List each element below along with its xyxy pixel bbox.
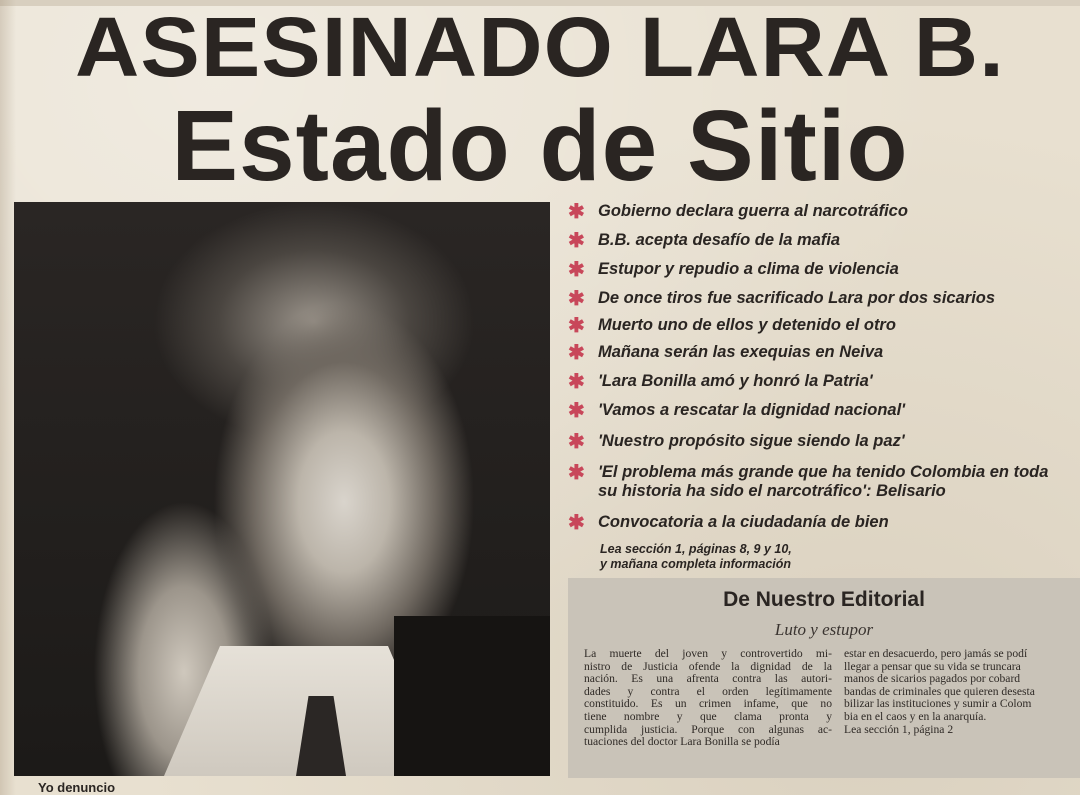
asterisk-bullet-icon: ✱ (568, 342, 585, 364)
asterisk-bullet-icon: ✱ (568, 288, 585, 310)
bullet-text: 'El problema más grande que ha tenido Colombia en toda su historia ha sido el narcotráfico': Belisario (598, 463, 1049, 500)
headline-secondary: Estado de Sitio (171, 90, 909, 202)
editorial-line: La muerte del joven y controvertido mi- (584, 647, 832, 660)
asterisk-bullet-icon: ✱ (568, 400, 585, 422)
bullet-item (566, 463, 1066, 501)
bullet-text: B.B. acepta desafío de la mafia (598, 231, 841, 249)
footer-column-title: Yo denuncio (38, 780, 116, 795)
bullet-text: 'Nuestro propósito sigue siendo la paz' (598, 432, 905, 450)
editorial-heading: De Nuestro Editorial (723, 588, 925, 611)
bullet-item (566, 231, 1066, 250)
bullet-item (566, 432, 1066, 451)
bullet-item (566, 260, 1066, 279)
reference-note-line: Lea sección 1, páginas 8, 9 y 10, (600, 542, 792, 556)
headline-main: ASESINADO LARA B. (75, 0, 1005, 94)
asterisk-bullet-icon: ✱ (568, 259, 585, 281)
editorial-line: estar en desacuerdo, pero jamás se podí (844, 648, 1028, 660)
portrait-photo (14, 202, 550, 776)
asterisk-bullet-icon: ✱ (568, 230, 585, 252)
editorial-line: bandas de criminales que quieren desesta (844, 684, 1035, 698)
bullet-item (566, 316, 1066, 335)
editorial-line: dades y contra el orden legítimamente (584, 684, 832, 698)
editorial-line: bia en el caos y en la anarquía. (844, 709, 987, 723)
bullet-item (566, 372, 1066, 391)
editorial-line: tuaciones del doctor Lara Bonilla se podía (584, 735, 780, 749)
bullet-text: De once tiros fue sacrificado Lara por dos sicarios (598, 289, 996, 307)
asterisk-bullet-icon: ✱ (568, 431, 585, 453)
bullet-text: 'Lara Bonilla amó y honró la Patria' (598, 372, 873, 390)
photo-jacket-shape (394, 616, 550, 776)
asterisk-bullet-icon: ✱ (568, 315, 585, 337)
bullet-item (566, 202, 1066, 221)
bullet-item (566, 401, 1066, 420)
editorial-column-2 (844, 648, 1080, 736)
editorial-line: constituido. Es un crimen infame, que no (584, 697, 832, 711)
bullet-item (566, 513, 1066, 532)
bullet-text: Gobierno declara guerra al narcotráfico (598, 202, 908, 220)
reference-note-line: y mañana completa información (600, 557, 792, 571)
bullet-text: Estupor y repudio a clima de violencia (598, 260, 899, 278)
editorial-line: nistro de Justicia ofende la dignidad de la (584, 659, 832, 673)
editorial-line: Lea sección 1, página 2 (844, 722, 954, 736)
bullet-item (566, 343, 1066, 362)
asterisk-bullet-icon: ✱ (568, 462, 585, 484)
editorial-column-1 (584, 648, 832, 749)
editorial-line: bilizar las instituciones y sumir a Colom (844, 697, 1032, 711)
bullet-text: 'Vamos a rescatar la dignidad nacional' (598, 401, 906, 419)
editorial-line: cumplida justicia. Porque con algunas ac- (584, 722, 832, 736)
headline-bullet-list (566, 202, 1066, 532)
asterisk-bullet-icon: ✱ (568, 201, 585, 223)
bullet-text: Convocatoria a la ciudadanía de bien (598, 513, 889, 531)
bullet-item (566, 289, 1066, 308)
bullet-text: Muerto uno de ellos y detenido el otro (598, 316, 896, 334)
bullet-text: Mañana serán las exequias en Neiva (598, 343, 884, 361)
editorial-line: llegar a pensar que su vida se truncara (844, 659, 1021, 673)
asterisk-bullet-icon: ✱ (568, 371, 585, 393)
editorial-box (568, 578, 1080, 778)
asterisk-bullet-icon: ✱ (568, 512, 585, 534)
editorial-subtitle: Luto y estupor (774, 620, 874, 639)
editorial-line: manos de sicarios pagados por cobard (844, 672, 1021, 686)
reference-note (600, 542, 1000, 572)
editorial-line: nación. Es una afrenta contra las autori- (584, 672, 832, 686)
editorial-line: tiene nombre y que clama pronta y (584, 709, 832, 723)
